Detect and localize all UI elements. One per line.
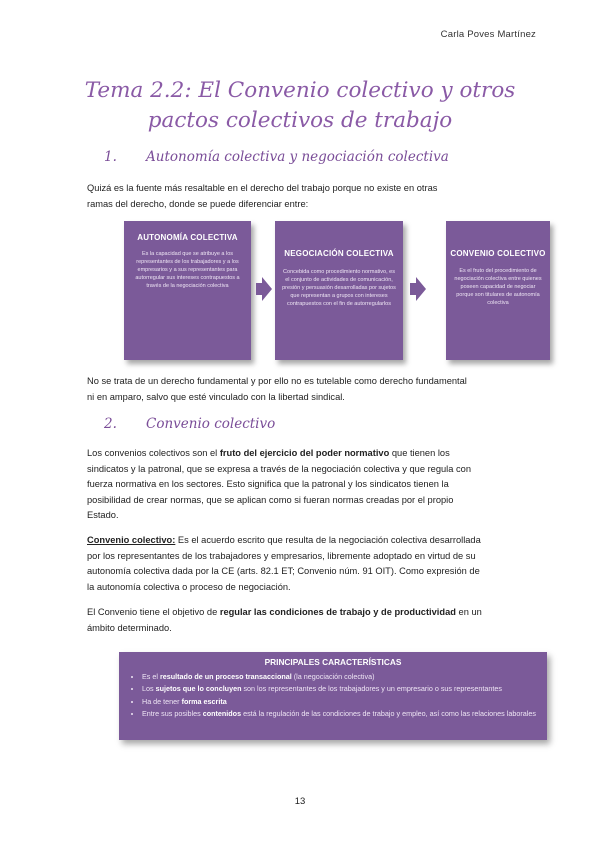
diagram-box-title: CONVENIO COLECTIVO	[450, 249, 546, 258]
diagram-box-convenio	[446, 221, 550, 360]
p1-line-3: fuerza normativa en los sectores. Esto significa que la patronal y los sindicatos tienen la	[87, 479, 449, 489]
features-box	[119, 652, 547, 740]
features-list	[119, 671, 547, 721]
p3-line-2: ámbito determinado.	[87, 622, 172, 633]
diagram-box-title: NEGOCIACIÓN COLECTIVA	[284, 249, 394, 258]
features-item: • Es el resultado de un proceso transaccional (la negociación colectiva)	[142, 671, 547, 683]
section-2-heading	[104, 416, 275, 432]
section-1-heading	[104, 149, 449, 165]
diagram-box-title: AUTONOMÍA COLECTIVA	[137, 233, 238, 242]
page-title	[70, 76, 530, 136]
title-line-1: Tema 2.2: El Convenio colectivo y otros	[84, 78, 516, 103]
section-1-title: Autonomía colectiva y negociación colectiva	[146, 149, 449, 165]
p1-bold-phrase: fruto del ejercicio del poder normativo	[219, 448, 390, 458]
diagram-box-text: Es el fruto del procedimiento de negociación colectiva entre quienes poseen capacidad de negociar porque son titulares de autonomía colectiva	[454, 268, 542, 306]
after-diagram-text	[87, 374, 517, 405]
section-2-paragraph-1	[87, 446, 517, 524]
p1-line-1: Los convenios colectivos son el fruto del ejercicio del poder normativo que tienen los	[87, 448, 450, 458]
p2-term: Convenio colectivo:	[87, 535, 176, 545]
features-title: PRINCIPALES CARACTERÍSTICAS	[264, 657, 402, 667]
title-line-2: pactos colectivos de trabajo	[147, 108, 453, 133]
p1-line-5: Estado.	[87, 510, 119, 520]
after-diagram-line-2: ni en amparo, salvo que esté vinculado con la libertad sindical.	[87, 391, 345, 402]
section-2-paragraph-2	[87, 533, 517, 595]
p1-line-2: sindicatos y la patronal, que se expresa a través de la negociación colectiva y que regula con	[87, 463, 471, 474]
p3-bold-phrase: regular las condiciones de trabajo y de productividad	[219, 607, 456, 617]
section-2-paragraph-3	[87, 605, 517, 636]
intro-line-1: Quizá es la fuente más resaltable en el derecho del trabajo porque no existe en otras	[87, 183, 438, 193]
diagram-box-autonomia	[124, 221, 251, 360]
p2-line-4: la autonomía colectiva o proceso de negociación.	[87, 581, 291, 592]
features-item: • Entre sus posibles contenidos está la regulación de las condiciones de trabajo y empleo, así como las relaciones laborales	[142, 708, 547, 720]
intro-line-2: ramas del derecho, donde se puede diferenciar entre:	[87, 198, 309, 209]
after-diagram-line-1: No se trata de un derecho fundamental y por ello no es tutelable como derecho fundamental	[87, 376, 467, 386]
p3-line-1: El Convenio tiene el objetivo de regular las condiciones de trabajo y de productividad en un	[87, 607, 482, 617]
features-item: • Los sujetos que lo concluyen son los representantes de los trabajadores y un empresario o sus representantes	[142, 683, 547, 695]
section-1-intro	[87, 181, 517, 212]
diagram-box-text: Concebida como procedimiento normativo, es el conjunto de actividades de comunicación, presión y persuasión desarrolladas por sujetos que representan a grupos con intereses contrapuestos con el fin de autorregularlos	[282, 269, 396, 307]
section-1-number: 1.	[104, 149, 117, 165]
diagram-box-text: Es la capacidad que se atribuye a los representantes de los trabajadores y a los empresarios y a sus representantes para autorregular sus intereses contrapuestos a través de la negociación colectiva	[135, 251, 240, 289]
p2-line-2: por los representantes de los trabajadores y empresarios, libremente adoptado en virtud de su	[87, 550, 476, 561]
p1-line-4: posibilidad de crear normas, que se aplican como si fueran normas creadas por el propio	[87, 494, 454, 505]
section-2-number: 2.	[104, 416, 117, 432]
page-number: 13	[294, 796, 306, 807]
p2-line-1: Convenio colectivo: Es el acuerdo escrito que resulta de la negociación colectiva desarrollada	[87, 535, 481, 545]
section-2-title: Convenio colectivo	[146, 416, 276, 432]
p2-line-3: autonomía colectiva dada por la CE (arts. 82.1 ET; Convenio núm. 91 OIT). Como expresión de	[87, 566, 480, 576]
diagram-box-negociacion	[275, 221, 403, 360]
features-item: • Ha de tener forma escrita	[142, 696, 547, 708]
page-header-author: Carla Poves Martínez	[440, 29, 536, 40]
